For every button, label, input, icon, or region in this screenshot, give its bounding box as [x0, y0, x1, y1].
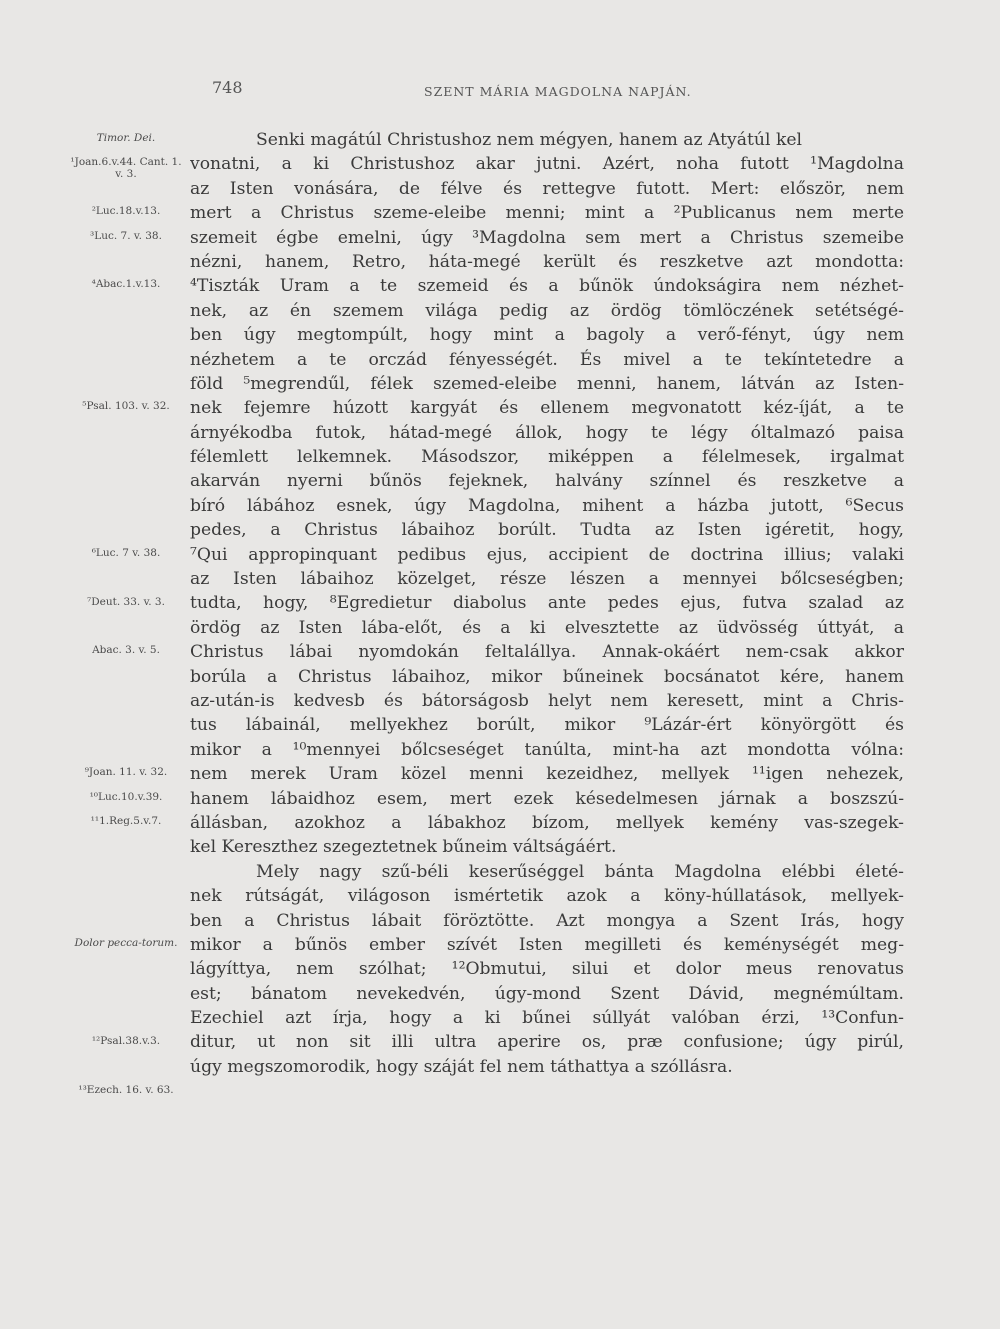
margin-note: ¹²Psal.38.v.3.	[91, 1034, 161, 1047]
text-line: Ezechiel azt írja, hogy a ki bűnei súllyát valóban érzi, ¹³Confun-	[190, 1008, 904, 1029]
text-line: mert a Christus szeme-eleibe menni; mint a ²Publicanus nem merte	[190, 203, 904, 224]
text-line: nek, az én szemem világa pedig az ördög tömlöczének setétségé-	[190, 300, 904, 321]
text-line: lágyíttya, nem szólhat; ¹²Obmutui, silui et dolor meus renovatus	[190, 959, 904, 980]
text-line: az-után-is kedvesb és bátorságosb helyt nem keresett, mint a Chris-	[190, 690, 904, 711]
text-line: ditur, ut non sit illi ultra aperire os, præ confusione; úgy pirúl,	[190, 1032, 904, 1053]
text-line: pedes, a Christus lábaihoz borúlt. Tudta az Isten igéretit, hogy,	[190, 520, 904, 541]
margin-note: ¹¹1.Reg.5.v.7.	[90, 815, 162, 828]
text-line: ben a Christus lábait föröztötte. Azt mongya a Szent Irás, hogy	[190, 910, 904, 931]
text-line: Mely nagy szű-béli keserűséggel bánta Magdolna elébbi életé-	[256, 861, 904, 882]
text-line: nek rútságát, világoson ismértetik azok a köny-húllatások, mellyek-	[190, 886, 904, 907]
text-line: akarván nyerni bűnös fejeknek, halvány színnel és reszketve a	[190, 471, 904, 492]
margin-note: Abac. 3. v. 5.	[92, 644, 160, 657]
text-line: mikor a ¹⁰mennyei bőlcseséget tanúlta, mint-ha azt mondotta vólna:	[190, 739, 904, 760]
text-line: Senki magátúl Christushoz nem mégyen, hanem az Atyátúl kel	[256, 130, 803, 150]
text-line: vonatni, a ki Christushoz akar jutni. Azért, noha futott ¹Magdolna	[190, 154, 904, 175]
text-line: ⁷Qui appropinquant pedibus ejus, accipient de doctrina illius; valaki	[190, 544, 904, 565]
text-line: föld ⁵megrendűl, félek szemed-eleibe menni, hanem, látván az Isten-	[190, 373, 904, 394]
margin-note: Dolor pecca-torum.	[74, 937, 178, 950]
margin-note: ³Luc. 7. v. 38.	[90, 229, 162, 242]
text-line: állásban, azokhoz a lábakhoz bízom, mellyek kemény vas-szegek-	[190, 812, 904, 833]
text-line: bíró lábához esnek, úgy Magdolna, mihent a házba jutott, ⁶Secus	[190, 495, 904, 516]
text-line: az Isten lábaihoz közelget, része lészen a mennyei bőlcseségben;	[190, 569, 904, 590]
text-line: nem merek Uram közel menni kezeidhez, mellyek ¹¹igen nehezek,	[190, 764, 904, 785]
margin-note: ¹⁰Luc.10.v.39.	[89, 790, 163, 803]
text-line: kel Kereszthez szegeztetnek bűneim váltságáért.	[190, 837, 617, 858]
margin-note: ⁷Deut. 33. v. 3.	[87, 595, 165, 608]
text-line: félemlett lelkemnek. Másodszor, miképpen a félelmesek, irgalmat	[190, 447, 904, 468]
margin-note: ¹³Ezech. 16. v. 63.	[78, 1083, 174, 1096]
page-number: 748	[212, 78, 243, 97]
text-line: hanem lábaidhoz esem, mert ezek késedelmesen járnak a boszszú-	[190, 788, 904, 809]
text-line: nek fejemre húzott kargyát és ellenem megvonatott kéz-íját, a te	[190, 398, 904, 419]
margin-note: ⁹Joan. 11. v. 32.	[84, 766, 168, 779]
text-line: mikor a bűnös ember szívét Isten megilleti és keménységét meg-	[190, 934, 904, 955]
text-line: borúla a Christus lábaihoz, mikor bűneinek bocsánatot kére, hanem	[190, 666, 904, 687]
page-header	[0, 78, 1000, 100]
text-line: ⁴Tiszták Uram a te szemeid és a bűnök úndokságira nem nézhet-	[190, 276, 904, 297]
text-line: nézhetem a te orczád fényességét. És mivel a te tekíntetedre a	[190, 349, 904, 370]
text-line: tudta, hogy, ⁸Egredietur diabolus ante pedes ejus, futva szalad az	[190, 593, 904, 614]
body-text	[190, 128, 904, 1079]
margin-note: ⁴Abac.1.v.13.	[91, 278, 161, 291]
margin-note: ²Luc.18.v.13.	[91, 205, 161, 218]
text-line: tus lábainál, mellyekhez borúlt, mikor ⁹Lázár-ért könyörgött és	[190, 715, 904, 736]
text-line: ben úgy megtompúlt, hogy mint a bagoly a verő-fényt, úgy nem	[190, 325, 904, 346]
margin-note: ⁶Luc. 7 v. 38.	[91, 546, 161, 559]
margin-note: ¹Joan.6.v.44. Cant. 1. v. 3.	[70, 156, 182, 181]
text-line: Christus lábai nyomdokán feltalállya. Annak-okáért nem-csak akkor	[190, 642, 904, 663]
text-line: nézni, hanem, Retro, háta-megé került és reszketve azt mondotta:	[190, 251, 904, 272]
text-line: az Isten vonására, de félve és rettegve futott. Mert: először, nem	[190, 178, 904, 199]
text-line: úgy megszomorodik, hogy száját fel nem táthattya a szóllásra.	[190, 1056, 733, 1077]
text-line: árnyékodba futok, hátad-megé állok, hogy te légy óltalmazó paisa	[190, 422, 904, 443]
text-line: szemeit égbe emelni, úgy ³Magdolna sem mert a Christus szemeibe	[190, 227, 904, 248]
margin-note: ⁵Psal. 103. v. 32.	[82, 400, 170, 413]
text-line: est; bánatom nevekedvén, úgy-mond Szent Dávid, megnémúltam.	[190, 983, 904, 1004]
margin-note: Timor. Dei.	[96, 132, 156, 144]
running-title: SZENT MÁRIA MAGDOLNA NAPJÁN.	[424, 84, 692, 99]
text-line: ördög az Isten lába-előt, és a ki elvesztette az üdvösség úttyát, a	[190, 617, 904, 638]
